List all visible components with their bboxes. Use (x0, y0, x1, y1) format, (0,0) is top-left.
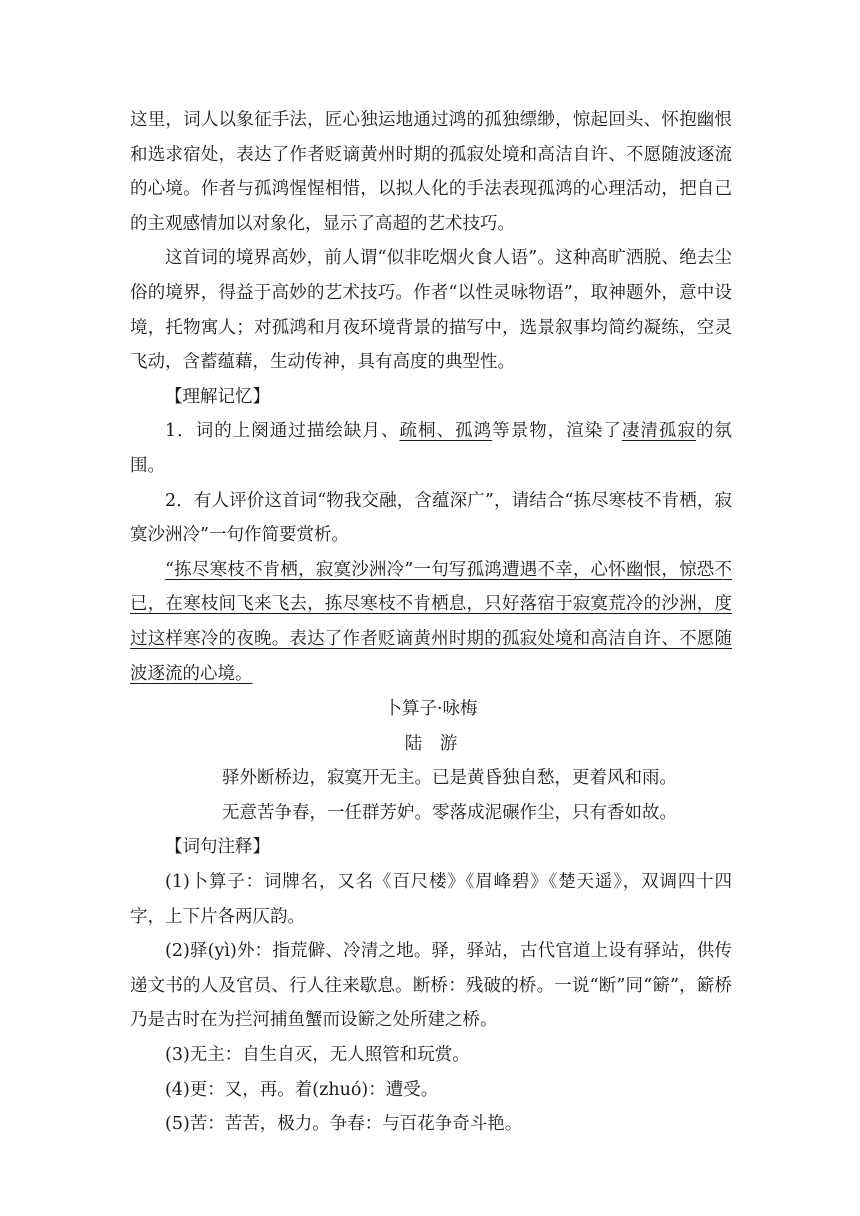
poem-line-2: 无意苦争春，一任群芳妒。零落成泥碾作尘，只有香如故。 (222, 802, 677, 823)
analysis-paragraph-1: 这里，词人以象征手法，匠心独运地通过鸿的孤独缥缈，惊起回头、怀抱幽恨和选求宿处，表达了作者贬谪黄州时期的孤寂处境和高洁自许、不愿随波逐流的心境。作者与孤鸿惺惺相惜，以拟人化的手法表现孤鸿的心理活动，把自己的主观感情加以对象化，显示了高超的艺术技巧。 (130, 110, 732, 234)
notes-heading: 【词句注释】 (165, 837, 270, 858)
note-4: (4)更：又，再。着(zhuó)：遭受。 (165, 1079, 439, 1100)
question-1-answer-2: 凄清孤寂 (621, 421, 696, 442)
question-1-prefix: 1．词的上阕通过描绘缺月、 (165, 421, 400, 442)
poem-line-1: 驿外断桥边，寂寞开无主。已是黄昏独自愁，更着风和雨。 (222, 768, 677, 789)
question-1-suffix: 的氛围。 (130, 421, 733, 476)
question-1-answer-1: 疏桐、孤鸿 (399, 421, 493, 442)
memory-question-2: 2．有人评价这首词“物我交融，含蕴深广”，请结合“拣尽寒枝不肯栖，寂寞沙洲冷”一句作简要赏析。 (130, 490, 732, 546)
note-2: (2)驿(yì)外：指荒僻、冷清之地。驿，驿站，古代官道上设有驿站，供传递文书的人及官员、行人往来歇息。断桥：残破的桥。一说“断”同“簖”，簖桥乃是古时在为拦河捕鱼蟹而设簖之处所建之桥。 (130, 941, 732, 1031)
note-5: (5)苦：苦苦，极力。争春：与百花争奇斗艳。 (165, 1114, 523, 1135)
analysis-paragraph-2: 这首词的境界高妙，前人谓“似非吃烟火食人语”。这种高旷洒脱、绝去尘俗的境界，得益于高妙的艺术技巧。作者“以性灵咏物语”，取神题外，意中设境，托物寓人；对孤鸿和月夜环境背景的描写中，选景叙事均简约凝练，空灵飞动，含蓄蕴藉，生动传神，具有高度的典型性。 (130, 248, 732, 373)
question-2-answer-paragraph (130, 553, 732, 691)
poem-title: 卜算子·咏梅 (384, 699, 478, 720)
question-2-answer: “拣尽寒枝不肯栖，寂寞沙洲冷”一句写孤鸿遭遇不幸，心怀幽恨，惊恐不已，在寒枝间飞来飞去，拣尽寒枝不肯栖息，只好落宿于寂寞荒冷的沙洲，度过这样寒冷的夜晚。表达了作者贬谪黄州时期的孤寂处境和高洁自许、不愿随波逐流的心境。 (130, 559, 732, 684)
memory-heading: 【理解记忆】 (165, 386, 270, 407)
poem-author: 陆 游 (404, 733, 458, 754)
note-1: (1)卜算子：词牌名，又名《百尺楼》《眉峰碧》《楚天遥》，双调四十四字，上下片各两仄韵。 (130, 872, 732, 927)
question-1-middle: 等景物，渲染了 (492, 421, 622, 442)
note-3: (3)无主：自生自灭，无人照管和玩赏。 (165, 1045, 470, 1066)
memory-question-1 (130, 414, 732, 483)
